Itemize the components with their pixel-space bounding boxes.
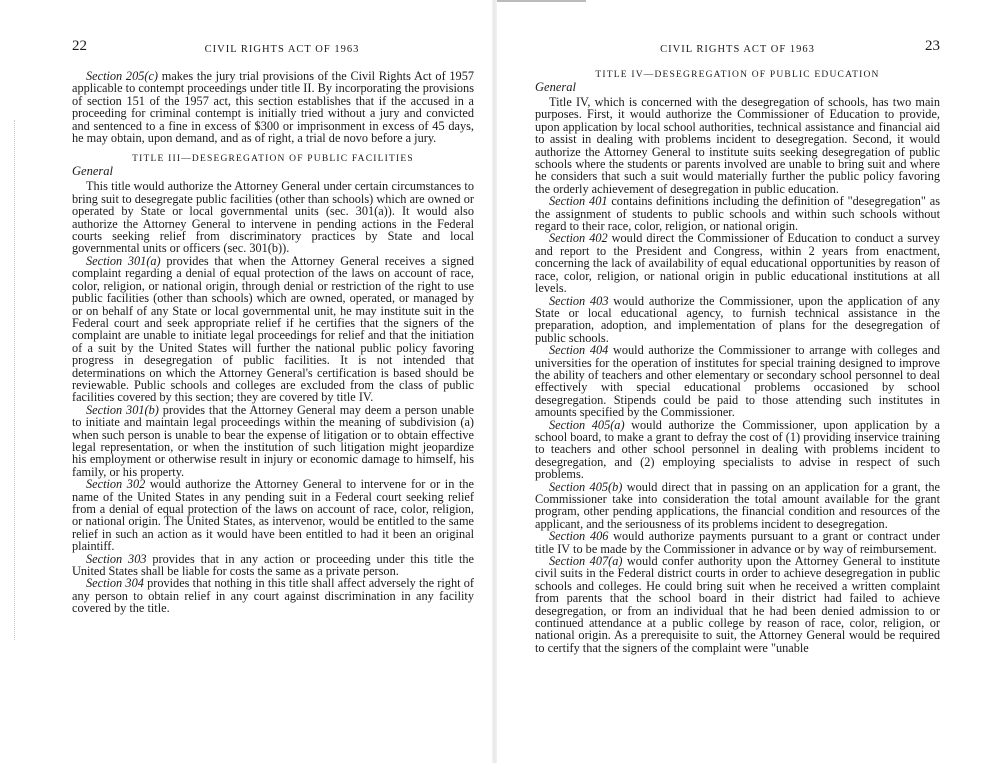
paragraph: Section 205(c) makes the jury trial provisions of the Civil Rights Act of 1957 applicable to contempt proceedings under title II. By incorporating the provisions of section 151 of the 1957 act, this section establishes that if the accused in a proceeding for criminal contempt is initially tried without a jury and convicted and sentenced to a fine in excess of $300 or imprisonment in excess of 45 days, he may obtain, upon demand, and as of right, a trial de novo before a jury. bbox=[72, 69, 474, 146]
left-page bbox=[0, 0, 492, 763]
paragraph: Section 405(a) would authorize the Commissioner, upon application by a school board, to make a grant to defray the cost of (1) providing inservice training to teachers and other school personnel in dealing with problems incident to desegregation, and (2) employing specialists to advise in respect of such problems. bbox=[535, 417, 940, 482]
paragraph: Section 402 would direct the Commissioner of Education to conduct a survey and report to the President and Congress, within 2 years from enactment, concerning the lack of availability of equal educational opportunities by reason of race, color, religion, or national origin in public educational institutions at all levels. bbox=[535, 231, 940, 296]
paragraph: Section 302 would authorize the Attorney General to intervene for or in the name of the United States in any pending suit in a Federal court seeking relief from a denial of equal protection of the laws on account of race, color, religion, or national origin. The United States, as intervenor, would be entitled to the same relief in such an action as it would have been entitled to had it been an original plaintiff. bbox=[72, 477, 474, 554]
title-heading: TITLE IV—DESEGREGATION OF PUBLIC EDUCATION bbox=[595, 70, 880, 80]
paragraph: Title IV, which is concerned with the desegregation of schools, has two main purposes. First, it would authorize the Commissioner of Education to provide, upon application by local school authorities, technical assistance and financial aid to assist in dealing with problems incident to desegregation. Second, it would authorize the Attorney General to institute suits seeking desegregation of public schools where the students or parents involved are unable to bring suit and where he considers that such a suit would materially further the public policy favoring the orderly achievement of desegregation in public education. bbox=[535, 95, 940, 196]
left-body bbox=[72, 70, 474, 615]
paragraph: Section 404 would authorize the Commissioner to arrange with colleges and universities for the operation of institutes for special training designed to improve the ability of teachers and other elementary or secondary school personnel to deal effectively with special educational problems occasioned by school desegregation. Stipends could be paid to those attending such institutes in amounts specified by the Commissioner. bbox=[535, 343, 941, 420]
paragraph: Section 301(a) provides that when the Attorney General receives a signed complaint regarding a denial of equal protection of the laws on account of race, color, religion, or national origin, through denial or restriction of the right to use public facilities (other than schools) which are owned, operated, or managed by or on behalf of any State or local governmental unit, he may institute suit in the Federal court and seek appropriate relief if he certifies that the signers of the complaint are unable to initiate legal proceedings for relief and that the initiation of a suit by the United States will further the national public policy favoring progress in desegregation of public facilities. It is not intended that determinations on which the Attorney General's certification is based should be reviewable. Public schools and colleges are excluded from the class of public facilities covered by this section; they are covered by title IV. bbox=[72, 253, 474, 405]
right-body bbox=[535, 70, 940, 654]
paragraph: Section 401 contains definitions including the definition of "desegregation" as the assignment of students to public schools and within such schools without regard to their race, color, religion, or national origin. bbox=[535, 194, 940, 234]
section-label: General bbox=[535, 80, 576, 94]
paragraph: Section 303 provides that in any action or proceeding under this title the United States shall be liable for costs the same as a private person. bbox=[72, 551, 474, 579]
title-heading: TITLE III—DESEGREGATION OF PUBLIC FACILITIES bbox=[132, 154, 414, 165]
running-head-title: CIVIL RIGHTS ACT OF 1963 bbox=[660, 44, 815, 55]
running-head bbox=[535, 40, 940, 62]
paragraph: This title would authorize the Attorney General under certain circumstances to bring suit to desegregate public facilities (other than schools) which are owned or operated by State or local governmental units (sec. 301(a)). It would also authorize the Attorney General to intervene in pending actions in the Federal courts seeking relief from discriminatory practices by State and local governmental units or officers (sec. 301(b)). bbox=[72, 179, 474, 256]
right-page bbox=[497, 0, 990, 763]
paragraph: Section 405(b) would direct that in passing on an application for a grant, the Commissioner take into consideration the total amount available for the grant program, other pending applications, the financial condition and resources of the applicant, and the seriousness of its problems incident to desegregation. bbox=[535, 479, 940, 531]
section-label: General bbox=[72, 164, 113, 179]
paragraph: Section 403 would authorize the Commissioner, upon the application of any State or local educational agency, to furnish technical assistance in the preparation, adoption, and implementation of plans for the desegregation of public schools. bbox=[535, 293, 940, 345]
running-head bbox=[72, 40, 474, 62]
paragraph: Section 301(b) provides that the Attorney General may deem a person unable to initiate and maintain legal proceedings within the meaning of subdivision (a) when such person is unable to bear the expense of litigation or to obtain effective legal representation, or when the institution of such litigation might jeopardize his employment or otherwise result in injury or economic damage to himself, his family, or his property. bbox=[72, 402, 474, 479]
page-number: 23 bbox=[925, 38, 940, 54]
page-number: 22 bbox=[72, 38, 87, 54]
paragraph: Section 406 would authorize payments pursuant to a grant or contract under title IV to be made by the Commissioner in advance or by way of reimbursement. bbox=[535, 529, 940, 556]
paragraph: Section 407(a) would confer authority upon the Attorney General to institute civil suits in the Federal district courts in order to achieve desegregation in public schools and colleges. He could bring suit when he received a written complaint from parents that the school board in their district had failed to achieve desegregation, or from an individual that he had been denied admission to or continued attendance at a public college by reason of race, color, religion, or national origin. As a prerequisite to suit, the Attorney General would be required to certify that the signers of the complaint were "unable bbox=[535, 554, 940, 655]
running-head-title: CIVIL RIGHTS ACT OF 1963 bbox=[204, 44, 360, 55]
paragraph: Section 304 provides that nothing in this title shall affect adversely the right of any person to obtain relief in any court against discrimination in any facility covered by the title. bbox=[72, 576, 474, 616]
